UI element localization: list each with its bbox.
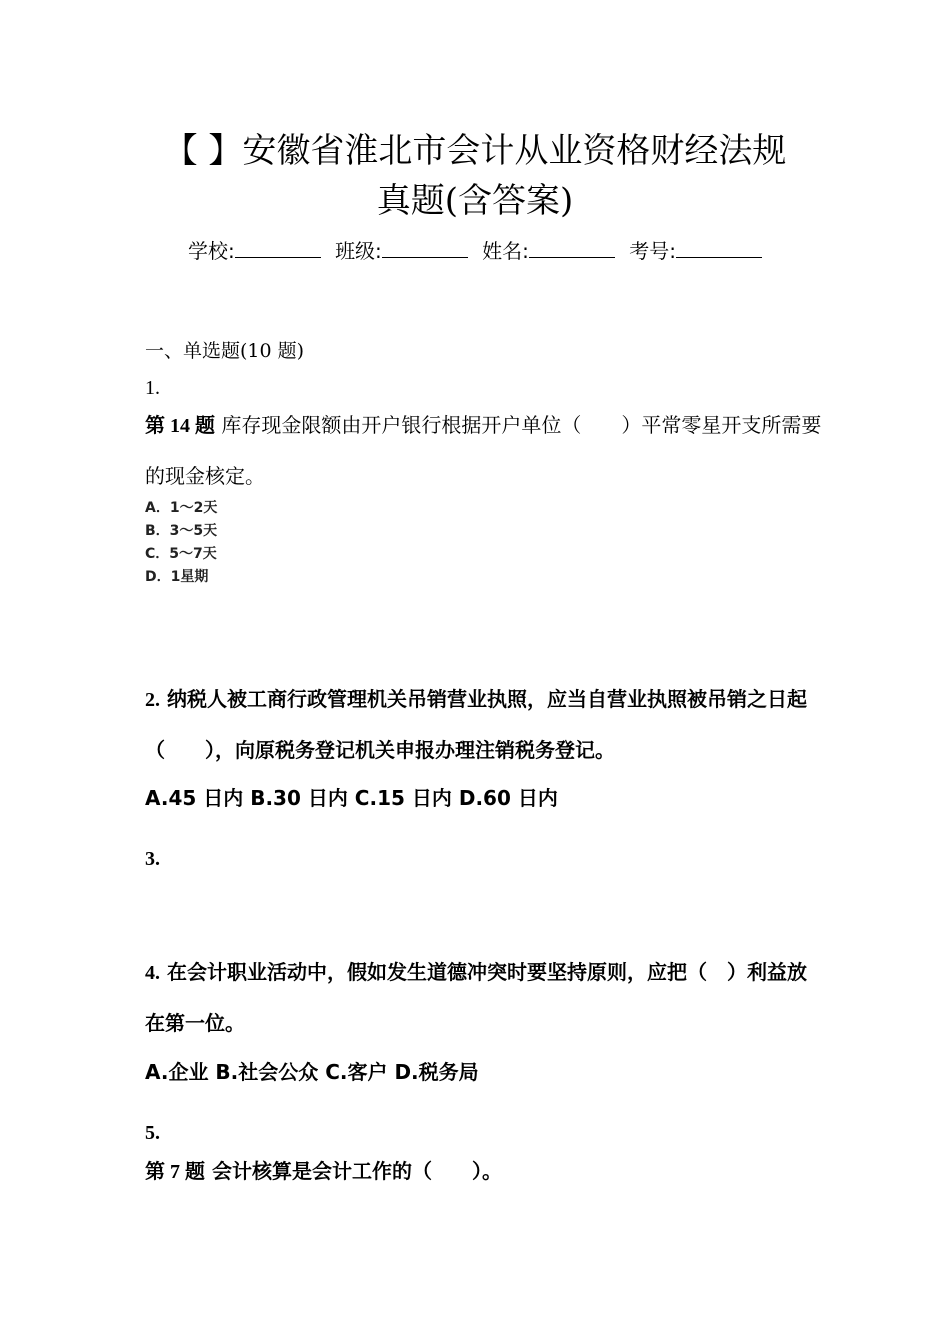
question-4-stem	[145, 947, 825, 1048]
question-1-lead: 第 14 题	[145, 415, 215, 437]
section-title: 一、单选题(10 题)	[145, 340, 305, 362]
document-title-line-2: 真题(含答案)	[376, 181, 574, 221]
question-4-number: 4.	[145, 962, 160, 984]
class-blank	[382, 237, 468, 258]
question-3-number: 3.	[145, 848, 160, 870]
question-5-lead: 第 7 题	[145, 1161, 205, 1183]
class-label: 班级:	[335, 239, 382, 263]
question-1-option-a: A．1～2天	[145, 500, 218, 516]
question-5-number: 5.	[145, 1122, 160, 1144]
school-blank	[235, 237, 321, 258]
name-label: 姓名:	[482, 239, 529, 263]
question-4-text: 在会计职业活动中，假如发生道德冲突时要坚持原则，应把（ ）利益放在第一位。	[145, 960, 807, 1035]
exam-no-field	[629, 239, 762, 263]
name-field	[482, 239, 615, 263]
question-1-option-d: D．1星期	[145, 569, 209, 585]
student-info-row	[120, 236, 830, 266]
question-1-option-b: B．3～5天	[145, 523, 218, 539]
question-1-number: 1.	[145, 377, 160, 399]
question-5-text: 会计核算是会计工作的（ ）。	[205, 1159, 502, 1183]
question-1-option-c: C．5～7天	[145, 546, 217, 562]
question-2-text: 纳税人被工商行政管理机关吊销营业执照，应当自营业执照被吊销之日起（ ），向原税务登记机关申报办理注销税务登记。	[145, 687, 807, 762]
question-1-text: 库存现金限额由开户银行根据开户单位（ ）平常零星开支所需要的现金核定。	[145, 413, 822, 488]
name-blank	[529, 237, 615, 258]
exam-no-blank	[676, 237, 762, 258]
question-1-options	[145, 497, 825, 589]
class-field	[335, 239, 468, 263]
exam-no-label: 考号:	[629, 239, 677, 263]
question-2-stem	[145, 674, 825, 775]
question-1-stem	[145, 400, 825, 501]
school-field	[188, 239, 321, 263]
question-2-number: 2.	[145, 689, 160, 711]
question-4-options: A.企业 B.社会公众 C.客户 D.税务局	[145, 1060, 479, 1084]
question-2-options: A.45 日内 B.30 日内 C.15 日内 D.60 日内	[145, 786, 558, 810]
document-title-line-1: 【 】安徽省淮北市会计从业资格财经法规	[163, 131, 787, 171]
question-5-stem	[145, 1156, 825, 1187]
school-label: 学校:	[187, 239, 235, 263]
